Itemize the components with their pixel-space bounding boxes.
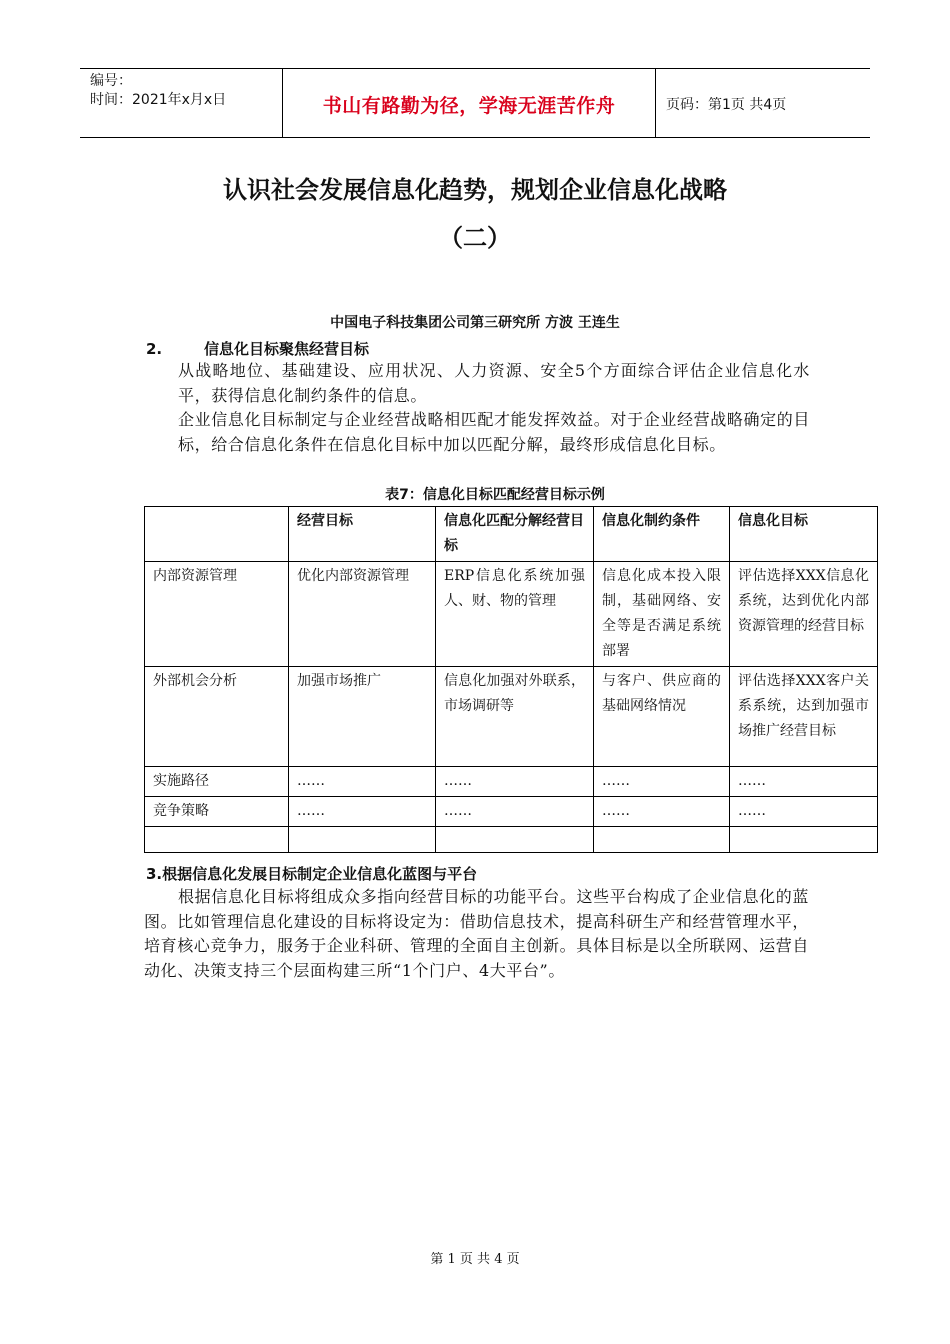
table-cell: 实施路径 — [145, 767, 289, 797]
author-line: 中国电子科技集团公司第三研究所 方波 王连生 — [330, 315, 620, 331]
section-3-para: 根据信息化目标将组成众多指向经营目标的功能平台。这些平台构成了企业信息化的蓝图。比如管理信息化建设的目标将设定为：借助信息技术，提高科研生产和经营管理水平，培育核心竞争力，服务于企业科研、管理的全面自主创新。具体目标是以全所联网、运营自动化、决策支持三个层面构建三所“1个门户、4大平台”。 — [144, 887, 809, 980]
section-2-para-1: 从战略地位、基础建设、应用状况、人力资源、安全5个方面综合评估企业信息化水平，获得信息化制约条件的信息。 — [178, 361, 810, 405]
section-2-title: 信息化目标聚焦经营目标 — [204, 340, 370, 358]
table-header-cell — [145, 507, 289, 562]
header-info-cell — [80, 69, 283, 137]
goal-matching-table — [144, 506, 878, 853]
section-2-number: 2. — [146, 340, 163, 358]
table-header-cell: 信息化制约条件 — [594, 507, 730, 562]
table-cell — [436, 827, 594, 853]
table-cell: 优化内部资源管理 — [289, 562, 436, 667]
table-cell: …… — [730, 797, 878, 827]
table-cell: …… — [289, 767, 436, 797]
header-motto-cell — [283, 69, 656, 137]
table-cell: 内部资源管理 — [145, 562, 289, 667]
page-footer: 第 1 页 共 4 页 — [430, 1252, 520, 1267]
table-cell — [145, 827, 289, 853]
table-cell: …… — [730, 767, 878, 797]
page-title: 认识社会发展信息化趋势，规划企业信息化战略 — [223, 176, 727, 204]
table-cell: …… — [436, 797, 594, 827]
table-header-row — [145, 507, 878, 562]
section-2-para-2: 企业信息化目标制定与企业经营战略相匹配才能发挥效益。对于企业经营战略确定的目标，给合信息化条件在信息化目标中加以匹配分解，最终形成信息化目标。 — [178, 410, 810, 454]
number-label: 编号： — [90, 73, 132, 89]
table-cell: …… — [594, 767, 730, 797]
table-cell: …… — [436, 767, 594, 797]
table-row — [145, 827, 878, 853]
table-cell: …… — [289, 797, 436, 827]
page-subtitle: （二） — [439, 224, 511, 252]
table-caption: 表7：信息化目标匹配经营目标示例 — [385, 487, 605, 503]
table-cell — [730, 827, 878, 853]
table-header-cell: 经营目标 — [289, 507, 436, 562]
table-cell: 评估选择XXX客户关系系统，达到加强市场推广经营目标 — [730, 667, 878, 767]
section-3-heading: 3.根据信息化发展目标制定企业信息化蓝图与平台 — [146, 865, 478, 883]
table-row — [145, 667, 878, 767]
section-2-heading — [146, 338, 369, 359]
table-cell: 加强市场推广 — [289, 667, 436, 767]
header-page-cell — [656, 69, 870, 137]
table-header-cell: 信息化匹配分解经营目标 — [436, 507, 594, 562]
time-label: 时间：2021年x月x日 — [90, 92, 227, 108]
table-cell: 竞争策略 — [145, 797, 289, 827]
table-cell: 信息化加强对外联系，市场调研等 — [436, 667, 594, 767]
table-row — [145, 562, 878, 667]
table-cell: …… — [594, 797, 730, 827]
table-row — [145, 767, 878, 797]
table-cell: ERP信息化系统加强人、财、物的管理 — [436, 562, 594, 667]
table-row — [145, 797, 878, 827]
table-cell: 与客户、供应商的基础网络情况 — [594, 667, 730, 767]
table-cell: 信息化成本投入限制，基础网络、安全等是否满足系统部署 — [594, 562, 730, 667]
motto: 书山有路勤为径，学海无涯苦作舟 — [322, 95, 616, 117]
table-cell: 外部机会分析 — [145, 667, 289, 767]
page-info: 页码：第1页 共4页 — [666, 97, 787, 113]
table-cell — [289, 827, 436, 853]
table-cell: 评估选择XXX信息化系统，达到优化内部资源管理的经营目标 — [730, 562, 878, 667]
table-cell — [594, 827, 730, 853]
table-header-cell: 信息化目标 — [730, 507, 878, 562]
document-header — [80, 68, 870, 138]
